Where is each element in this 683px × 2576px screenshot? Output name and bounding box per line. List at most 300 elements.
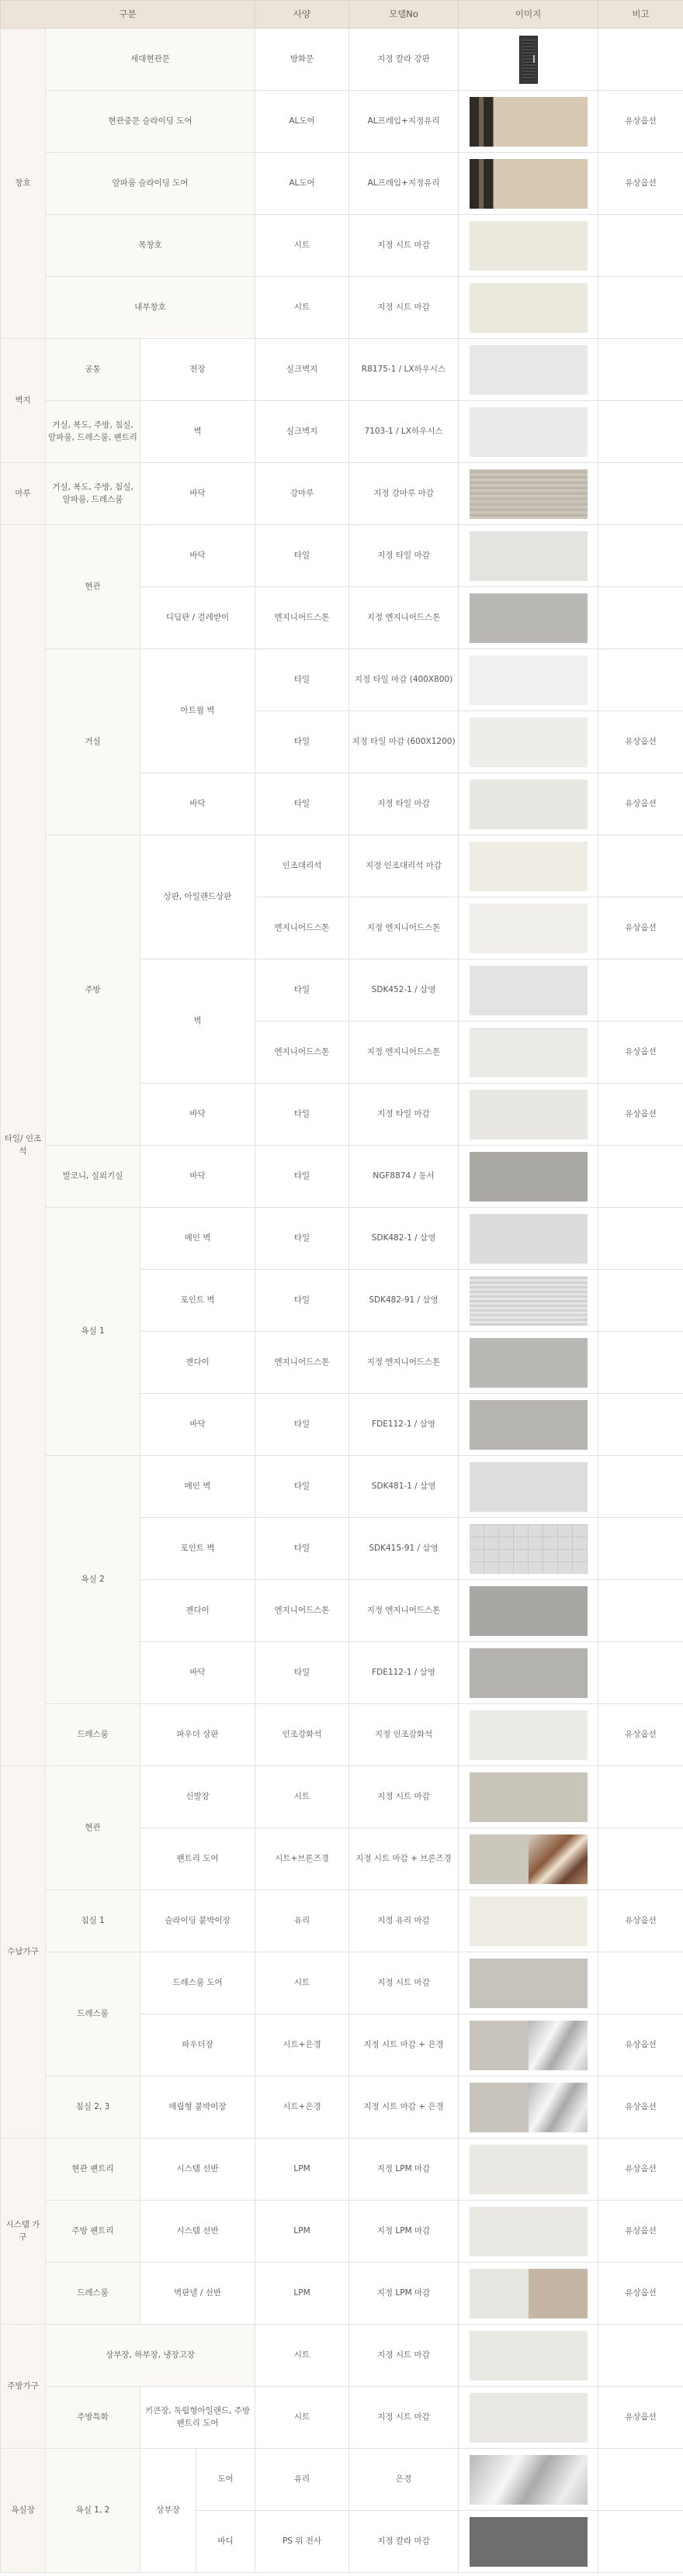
image-cell xyxy=(459,897,598,960)
table-row xyxy=(1,2076,683,2139)
spec-cell: AL도어 xyxy=(255,91,349,153)
table-row xyxy=(1,91,683,153)
spec-cell: 타일 xyxy=(255,1146,349,1208)
spec-cell: 타일 xyxy=(255,960,349,1022)
location-cell: 욕실 1 xyxy=(46,1208,140,1456)
material-swatch xyxy=(470,97,588,147)
location-cell: 현관 xyxy=(46,1766,140,1890)
image-cell xyxy=(459,1952,598,2014)
item-cell: 메인 벽 xyxy=(140,1456,255,1518)
image-cell xyxy=(459,587,598,649)
material-swatch xyxy=(470,2269,588,2318)
model-cell: 지정 타일 마감 (600X1200) xyxy=(349,711,459,773)
spec-cell: LPM xyxy=(255,2263,349,2325)
header-model: 모델No xyxy=(349,1,459,29)
item-cell: 시스템 선반 xyxy=(140,2139,255,2201)
material-swatch xyxy=(470,842,588,891)
material-swatch xyxy=(470,2207,588,2256)
model-cell: 지정 인조대리석 마감 xyxy=(349,835,459,897)
location-cell: 침실 2, 3 xyxy=(46,2076,140,2139)
material-swatch xyxy=(470,345,588,395)
table-row xyxy=(1,525,683,587)
model-cell: 지정 시트 마감 + 브론즈경 xyxy=(349,1828,459,1890)
spec-cell: 엔지니어드스톤 xyxy=(255,1022,349,1084)
item-cell: 파우더 상판 xyxy=(140,1704,255,1766)
spec-cell: AL도어 xyxy=(255,153,349,215)
item-cell: 시스템 선반 xyxy=(140,2201,255,2263)
item-cell: 상판, 아일랜드상판 xyxy=(140,835,255,960)
spec-cell: LPM xyxy=(255,2201,349,2263)
table-row xyxy=(1,215,683,277)
note-cell xyxy=(598,960,683,1022)
spec-cell: PS 위 전사 xyxy=(255,2511,349,2573)
material-swatch xyxy=(470,2021,588,2070)
category-cell: 마루 xyxy=(1,463,46,525)
image-cell xyxy=(459,2014,598,2076)
spec-cell: 타일 xyxy=(255,1270,349,1332)
model-cell: SDK415-91 / 삼영 xyxy=(349,1518,459,1580)
item-cell: 매립형 붙박이장 xyxy=(140,2076,255,2139)
spec-cell: 유리 xyxy=(255,2449,349,2511)
note-cell xyxy=(598,2449,683,2511)
note-cell: 유상옵션 xyxy=(598,2263,683,2325)
header-image: 이미지 xyxy=(459,1,598,29)
image-cell xyxy=(459,215,598,277)
material-swatch xyxy=(470,1897,588,1946)
spec-cell: 시트 xyxy=(255,215,349,277)
spec-cell: 시트 xyxy=(255,1952,349,2014)
material-swatch xyxy=(470,407,588,457)
image-cell xyxy=(459,1332,598,1394)
note-cell xyxy=(598,1518,683,1580)
note-cell: 유상옵션 xyxy=(598,1022,683,1084)
model-cell: 지정 시트 마감 xyxy=(349,2387,459,2449)
item-cell: 내부창호 xyxy=(46,277,255,339)
table-row xyxy=(1,401,683,463)
note-cell xyxy=(598,1580,683,1642)
material-swatch xyxy=(470,655,588,705)
model-cell: 지정 시트 마감 xyxy=(349,215,459,277)
model-cell: 지정 타일 마감 xyxy=(349,525,459,587)
item-cell: 파우더장 xyxy=(140,2014,255,2076)
spec-cell: 시트+브론즈경 xyxy=(255,1828,349,1890)
model-cell: 지정 엔지니어드스톤 xyxy=(349,897,459,960)
image-cell xyxy=(459,2201,598,2263)
material-swatch xyxy=(470,2455,588,2505)
model-cell: 지정 시트 마감 xyxy=(349,1952,459,2014)
table-row xyxy=(1,277,683,339)
spec-cell: 타일 xyxy=(255,1518,349,1580)
image-cell xyxy=(459,2139,598,2201)
item-cell: 바닥 xyxy=(140,773,255,835)
note-cell: 유상옵션 xyxy=(598,2014,683,2076)
item-cell: 포인트 벽 xyxy=(140,1270,255,1332)
note-cell xyxy=(598,1456,683,1518)
spec-cell: 실크벽지 xyxy=(255,401,349,463)
material-swatch xyxy=(470,2393,588,2443)
note-cell xyxy=(598,277,683,339)
material-swatch xyxy=(470,1214,588,1264)
model-cell: FDE112-1 / 삼영 xyxy=(349,1642,459,1704)
item-cell: 팬트리 도어 xyxy=(140,1828,255,1890)
spec-cell: 시트+은경 xyxy=(255,2076,349,2139)
model-cell: SDK452-1 / 삼영 xyxy=(349,960,459,1022)
model-cell: 지정 칼라 마감 xyxy=(349,2511,459,2573)
item-cell: 벽 xyxy=(140,960,255,1084)
category-cell: 주방가구 xyxy=(1,2325,46,2449)
table-row xyxy=(1,2263,683,2325)
location-cell: 현관 xyxy=(46,525,140,649)
material-swatch xyxy=(470,1648,588,1698)
material-swatch xyxy=(470,1772,588,1822)
note-cell: 유상옵션 xyxy=(598,2076,683,2139)
location-cell: 드레스룸 xyxy=(46,2263,140,2325)
image-cell xyxy=(459,1704,598,1766)
item-cell: 세대현관문 xyxy=(46,29,255,91)
table-row xyxy=(1,1890,683,1952)
image-cell xyxy=(459,1456,598,1518)
table-row xyxy=(1,339,683,401)
table-row xyxy=(1,1456,683,1518)
material-swatch xyxy=(470,283,588,333)
item-cell: 메인 벽 xyxy=(140,1208,255,1270)
note-cell xyxy=(598,463,683,525)
model-cell: 지정 LPM 마감 xyxy=(349,2201,459,2263)
note-cell xyxy=(598,1394,683,1456)
image-cell xyxy=(459,2449,598,2511)
table-row xyxy=(1,29,683,91)
location-cell: 거실, 복도, 주방, 침실, 알파룸, 드레스룸, 팬트리 xyxy=(46,401,140,463)
note-cell xyxy=(598,1332,683,1394)
material-swatch xyxy=(470,531,588,581)
location-cell: 거실 xyxy=(46,649,140,835)
note-cell xyxy=(598,649,683,711)
note-cell: 유상옵션 xyxy=(598,1890,683,1952)
table-row xyxy=(1,2449,683,2511)
spec-cell: 타일 xyxy=(255,773,349,835)
image-cell xyxy=(459,1208,598,1270)
image-cell xyxy=(459,525,598,587)
item-cell: 신발장 xyxy=(140,1766,255,1828)
note-cell: 유상옵션 xyxy=(598,1704,683,1766)
location-cell: 침실 1 xyxy=(46,1890,140,1952)
note-cell: 유상옵션 xyxy=(598,2387,683,2449)
material-swatch xyxy=(470,1338,588,1388)
item-cell: 젠다이 xyxy=(140,1580,255,1642)
model-cell: SDK482-91 / 삼영 xyxy=(349,1270,459,1332)
material-swatch xyxy=(470,159,588,209)
table-row xyxy=(1,1208,683,1270)
item-cell: 현관중문 슬라이딩 도어 xyxy=(46,91,255,153)
item-cell: 바닥 xyxy=(140,1394,255,1456)
material-swatch xyxy=(470,2331,588,2381)
material-swatch xyxy=(470,1400,588,1450)
material-swatch xyxy=(470,593,588,643)
item-cell: 천장 xyxy=(140,339,255,401)
image-cell xyxy=(459,153,598,215)
note-cell: 유상옵션 xyxy=(598,91,683,153)
model-cell: AL프레임+지정유리 xyxy=(349,153,459,215)
note-cell xyxy=(598,2511,683,2573)
model-cell: 지정 엔지니어드스톤 xyxy=(349,1580,459,1642)
table-row xyxy=(1,2201,683,2263)
material-swatch xyxy=(470,469,588,519)
material-swatch xyxy=(470,904,588,953)
model-cell: 지정 시트 마감 + 은경 xyxy=(349,2014,459,2076)
item-cell: 바닥 xyxy=(140,1084,255,1146)
image-cell xyxy=(459,463,598,525)
item-cell: 키큰장, 독립형아일랜드, 주방 팬트리 도어 xyxy=(140,2387,255,2449)
location-cell: 욕실 2 xyxy=(46,1456,140,1704)
model-cell: 은경 xyxy=(349,2449,459,2511)
table-row xyxy=(1,835,683,897)
category-cell: 타일/ 인조석 xyxy=(1,525,46,1766)
model-cell: 지정 엔지니어드스톤 xyxy=(349,1022,459,1084)
item-cell: 드레스룸 도어 xyxy=(140,1952,255,2014)
model-cell: 지정 시트 마감 xyxy=(349,277,459,339)
material-swatch xyxy=(470,1586,588,1636)
spec-cell: 타일 xyxy=(255,525,349,587)
note-cell xyxy=(598,587,683,649)
item-cell: 젠다이 xyxy=(140,1332,255,1394)
item-cell: 벽 xyxy=(140,401,255,463)
image-cell xyxy=(459,960,598,1022)
spec-cell: 타일 xyxy=(255,649,349,711)
spec-cell: 방화문 xyxy=(255,29,349,91)
location-cell: 거실, 복도, 주방, 침실, 알파룸, 드레스룸 xyxy=(46,463,140,525)
image-cell xyxy=(459,2387,598,2449)
model-cell: 지정 타일 마감 (400X800) xyxy=(349,649,459,711)
item-cell: 디딤판 / 걸레받이 xyxy=(140,587,255,649)
image-cell xyxy=(459,1146,598,1208)
note-cell: 유상옵션 xyxy=(598,1084,683,1146)
header-spec: 사양 xyxy=(255,1,349,29)
table-row xyxy=(1,463,683,525)
table-row xyxy=(1,2139,683,2201)
location-cell: 욕실 1, 2 xyxy=(46,2449,140,2573)
note-cell xyxy=(598,1828,683,1890)
item-cell: 슬라이딩 붙박이장 xyxy=(140,1890,255,1952)
image-cell xyxy=(459,1518,598,1580)
spec-cell: 인조강화석 xyxy=(255,1704,349,1766)
image-cell xyxy=(459,1270,598,1332)
material-swatch xyxy=(470,966,588,1015)
model-cell: 지정 엔지니어드스톤 xyxy=(349,1332,459,1394)
item-cell: 상부장, 하부장, 냉장고장 xyxy=(46,2325,255,2387)
image-cell xyxy=(459,835,598,897)
image-cell xyxy=(459,1022,598,1084)
image-cell xyxy=(459,1394,598,1456)
image-cell xyxy=(459,1890,598,1952)
door-image xyxy=(519,36,538,84)
table-row xyxy=(1,1766,683,1828)
model-cell: 지정 칼라 강판 xyxy=(349,29,459,91)
table-row xyxy=(1,153,683,215)
model-cell: 지정 강마루 마감 xyxy=(349,463,459,525)
note-cell: 유상옵션 xyxy=(598,2139,683,2201)
image-cell xyxy=(459,649,598,711)
note-cell xyxy=(598,1642,683,1704)
spec-cell: 엔지니어드스톤 xyxy=(255,897,349,960)
material-swatch xyxy=(470,1462,588,1512)
note-cell xyxy=(598,525,683,587)
note-cell xyxy=(598,1270,683,1332)
spec-cell: 시트 xyxy=(255,2387,349,2449)
item-cell: 바닥 xyxy=(140,1642,255,1704)
note-cell xyxy=(598,2325,683,2387)
location-cell: 드레스룸 xyxy=(46,1952,140,2076)
item-cell: 포인트 벽 xyxy=(140,1518,255,1580)
table-row xyxy=(1,2387,683,2449)
spec-cell: 시트 xyxy=(255,2325,349,2387)
table-row xyxy=(1,1704,683,1766)
note-cell xyxy=(598,835,683,897)
material-swatch xyxy=(470,780,588,829)
model-cell: 지정 시트 마감 xyxy=(349,2325,459,2387)
item-cell: 바닥 xyxy=(140,463,255,525)
item-cell: 목창호 xyxy=(46,215,255,277)
model-cell: 지정 LPM 마감 xyxy=(349,2139,459,2201)
spec-cell: LPM xyxy=(255,2139,349,2201)
location-cell: 주방 xyxy=(46,835,140,1146)
spec-cell: 엔지니어드스톤 xyxy=(255,1332,349,1394)
spec-cell: 시트 xyxy=(255,1766,349,1828)
note-cell xyxy=(598,339,683,401)
item-cell: 벽판넬 / 선반 xyxy=(140,2263,255,2325)
table-row xyxy=(1,649,683,711)
image-cell xyxy=(459,711,598,773)
spec-cell: 타일 xyxy=(255,1456,349,1518)
material-swatch xyxy=(470,1090,588,1139)
model-cell: NGF8874 / 동서 xyxy=(349,1146,459,1208)
note-cell xyxy=(598,1766,683,1828)
spec-cell: 타일 xyxy=(255,711,349,773)
image-cell xyxy=(459,1580,598,1642)
subitem-cell: 바디 xyxy=(196,2511,255,2573)
model-cell: 지정 LPM 마감 xyxy=(349,2263,459,2325)
category-cell: 벽지 xyxy=(1,339,46,463)
image-cell xyxy=(459,2325,598,2387)
header-row xyxy=(1,1,683,29)
model-cell: 지정 시트 마감 xyxy=(349,1766,459,1828)
note-cell: 유상옵션 xyxy=(598,711,683,773)
spec-cell: 타일 xyxy=(255,1208,349,1270)
table-row xyxy=(1,1146,683,1208)
note-cell: 유상옵션 xyxy=(598,897,683,960)
item-cell: 바닥 xyxy=(140,525,255,587)
spec-cell: 엔지니어드스톤 xyxy=(255,587,349,649)
material-swatch xyxy=(470,221,588,271)
item-cell: 바닥 xyxy=(140,1146,255,1208)
model-cell: 지정 엔지니어드스톤 xyxy=(349,587,459,649)
spec-cell: 유리 xyxy=(255,1890,349,1952)
model-cell: 지정 유리 마감 xyxy=(349,1890,459,1952)
category-cell: 욕실장 xyxy=(1,2449,46,2573)
spec-cell: 인조대리석 xyxy=(255,835,349,897)
model-cell: SDK482-1 / 삼영 xyxy=(349,1208,459,1270)
location-cell: 드레스룸 xyxy=(46,1704,140,1766)
spec-cell: 타일 xyxy=(255,1084,349,1146)
location-cell: 공통 xyxy=(46,339,140,401)
table-row xyxy=(1,2325,683,2387)
item-cell: 아트월 벽 xyxy=(140,649,255,773)
model-cell: 지정 인조강화석 xyxy=(349,1704,459,1766)
location-cell: 주방특화 xyxy=(46,2387,140,2449)
model-cell: 지정 타일 마감 xyxy=(349,1084,459,1146)
material-swatch xyxy=(470,1834,588,1884)
note-cell xyxy=(598,401,683,463)
table-row xyxy=(1,1952,683,2014)
material-swatch xyxy=(470,2083,588,2132)
material-swatch xyxy=(470,1959,588,2008)
note-cell xyxy=(598,1208,683,1270)
material-swatch xyxy=(470,2145,588,2194)
spec-cell: 시트 xyxy=(255,277,349,339)
spec-cell: 타일 xyxy=(255,1394,349,1456)
location-cell: 현관 팬트리 xyxy=(46,2139,140,2201)
note-cell: 유상옵션 xyxy=(598,153,683,215)
category-cell: 창호 xyxy=(1,29,46,339)
image-cell xyxy=(459,2511,598,2573)
header-note: 비고 xyxy=(598,1,683,29)
spec-cell: 강마루 xyxy=(255,463,349,525)
category-cell: 수납가구 xyxy=(1,1766,46,2139)
image-cell xyxy=(459,1766,598,1828)
material-swatch xyxy=(470,1524,588,1574)
note-cell xyxy=(598,29,683,91)
note-cell: 유상옵션 xyxy=(598,773,683,835)
material-swatch xyxy=(470,2517,588,2567)
note-cell xyxy=(598,1146,683,1208)
image-cell xyxy=(459,339,598,401)
image-cell xyxy=(459,277,598,339)
location-cell: 주방 팬트리 xyxy=(46,2201,140,2263)
image-cell xyxy=(459,401,598,463)
note-cell xyxy=(598,215,683,277)
image-cell xyxy=(459,2076,598,2139)
model-cell: 지정 시트 마감 + 은경 xyxy=(349,2076,459,2139)
spec-cell: 엔지니어드스톤 xyxy=(255,1580,349,1642)
material-swatch xyxy=(470,1276,588,1326)
image-cell xyxy=(459,91,598,153)
material-swatch xyxy=(470,1710,588,1760)
item-cell: 알파룸 슬라이딩 도어 xyxy=(46,153,255,215)
model-cell: AL프레임+지정유리 xyxy=(349,91,459,153)
spec-cell: 실크벽지 xyxy=(255,339,349,401)
image-cell xyxy=(459,1642,598,1704)
material-swatch xyxy=(470,1152,588,1202)
item-cell: 상부장 xyxy=(140,2449,196,2573)
model-cell: 지정 타일 마감 xyxy=(349,773,459,835)
note-cell: 유상옵션 xyxy=(598,2201,683,2263)
material-swatch xyxy=(470,1028,588,1077)
model-cell: 7103-1 / LX하우시스 xyxy=(349,401,459,463)
location-cell: 발코니, 실외기실 xyxy=(46,1146,140,1208)
material-swatch xyxy=(470,717,588,767)
note-cell xyxy=(598,1952,683,2014)
image-cell xyxy=(459,1828,598,1890)
category-cell: 시스템 가구 xyxy=(1,2139,46,2325)
subitem-cell: 도어 xyxy=(196,2449,255,2511)
model-cell: FDE112-1 / 삼영 xyxy=(349,1394,459,1456)
image-cell xyxy=(459,2263,598,2325)
image-cell xyxy=(459,29,598,91)
spec-cell: 시트+은경 xyxy=(255,2014,349,2076)
spec-cell: 타일 xyxy=(255,1642,349,1704)
model-cell: SDK481-1 / 삼영 xyxy=(349,1456,459,1518)
image-cell xyxy=(459,773,598,835)
model-cell: R8175-1 / LX하우시스 xyxy=(349,339,459,401)
